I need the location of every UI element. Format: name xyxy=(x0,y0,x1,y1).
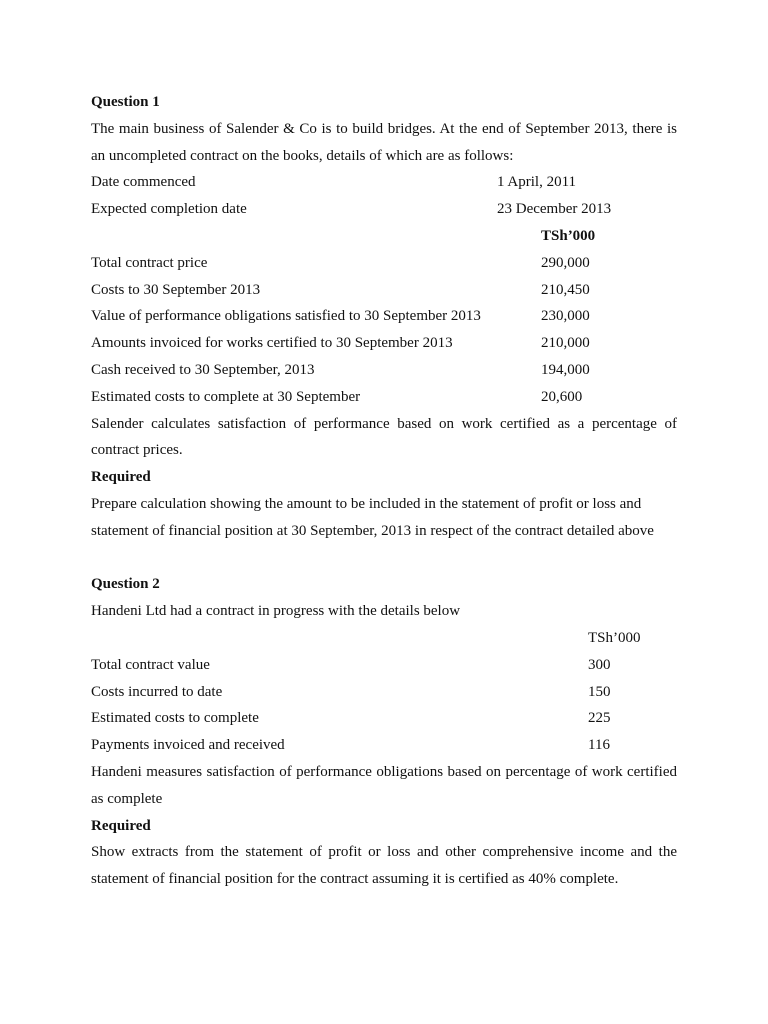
question-2-note-line-2: as complete xyxy=(91,790,163,807)
question-1-note-line-1: Salender calculates satisfaction of performance based on work certified as a percentage of xyxy=(91,415,677,432)
row-label: Costs to 30 September 2013 xyxy=(91,281,261,298)
question-1-intro-line-2: an uncompleted contract on the books, details of which are as follows: xyxy=(91,147,514,164)
expected-completion-row xyxy=(91,196,677,223)
row-label: Total contract value xyxy=(91,656,210,673)
row-value: 225 xyxy=(588,710,611,727)
table-row xyxy=(91,303,677,330)
row-value: 210,450 xyxy=(541,281,590,298)
row-value: 1 April, 2011 xyxy=(497,174,577,191)
question-1-intro-line-1: The main business of Salender & Co is to build bridges. At the end of September 2013, there is xyxy=(91,120,677,137)
row-label: Value of performance obligations satisfied to 30 September 2013 xyxy=(91,308,481,325)
question-2-required-line-1: Show extracts from the statement of profit or loss and other comprehensive income and the xyxy=(91,844,677,861)
q2-currency-header-row xyxy=(91,625,677,652)
row-label: Cash received to 30 September, 2013 xyxy=(91,361,315,378)
row-label: Estimated costs to complete xyxy=(91,710,259,727)
question-2-required-line-2: statement of financial position for the contract assuming it is certified as 40% complete. xyxy=(91,871,619,888)
row-value: 290,000 xyxy=(541,254,590,271)
question-1-required-heading: Required xyxy=(91,469,151,486)
table-row xyxy=(91,652,677,679)
question-1-required-line-1: Prepare calculation showing the amount to be included in the statement of profit or loss and xyxy=(91,495,642,512)
table-row xyxy=(91,679,677,706)
question-2-heading: Question 2 xyxy=(91,576,160,593)
document-page xyxy=(91,89,677,893)
question-1-note-line-2: contract prices. xyxy=(91,442,183,459)
row-label: Date commenced xyxy=(91,174,196,191)
table-row xyxy=(91,330,677,357)
currency-header: TSh’000 xyxy=(588,629,641,646)
row-label: Estimated costs to complete at 30 September xyxy=(91,388,361,405)
table-row xyxy=(91,705,677,732)
row-value: 150 xyxy=(588,683,611,700)
table-row xyxy=(91,384,677,411)
q1-currency-header-row xyxy=(91,223,677,250)
question-1-required-line-2: statement of financial position at 30 September, 2013 in respect of the contract detailed above xyxy=(91,522,654,539)
question-2-note-line-1: Handeni measures satisfaction of performance obligations based on percentage of work certified xyxy=(91,763,677,780)
table-row xyxy=(91,250,677,277)
date-commenced-row xyxy=(91,169,677,196)
table-row xyxy=(91,277,677,304)
currency-header: TSh’000 xyxy=(541,227,596,244)
question-2-required-heading: Required xyxy=(91,817,151,834)
row-value: 210,000 xyxy=(541,335,590,352)
row-label: Expected completion date xyxy=(91,201,247,218)
table-row xyxy=(91,732,677,759)
row-label: Total contract price xyxy=(91,254,208,271)
row-value: 194,000 xyxy=(541,361,590,378)
row-label: Costs incurred to date xyxy=(91,683,223,700)
section-spacer xyxy=(91,545,677,572)
row-value: 23 December 2013 xyxy=(497,201,612,218)
row-value: 300 xyxy=(588,656,611,673)
row-label: Payments invoiced and received xyxy=(91,737,285,754)
table-row xyxy=(91,357,677,384)
question-2-intro-line-1: Handeni Ltd had a contract in progress with the details below xyxy=(91,603,461,620)
question-1-heading: Question 1 xyxy=(91,94,160,110)
row-value: 20,600 xyxy=(541,388,583,405)
row-label: Amounts invoiced for works certified to 30 September 2013 xyxy=(91,335,453,352)
row-value: 116 xyxy=(588,737,610,754)
row-value: 230,000 xyxy=(541,308,590,325)
